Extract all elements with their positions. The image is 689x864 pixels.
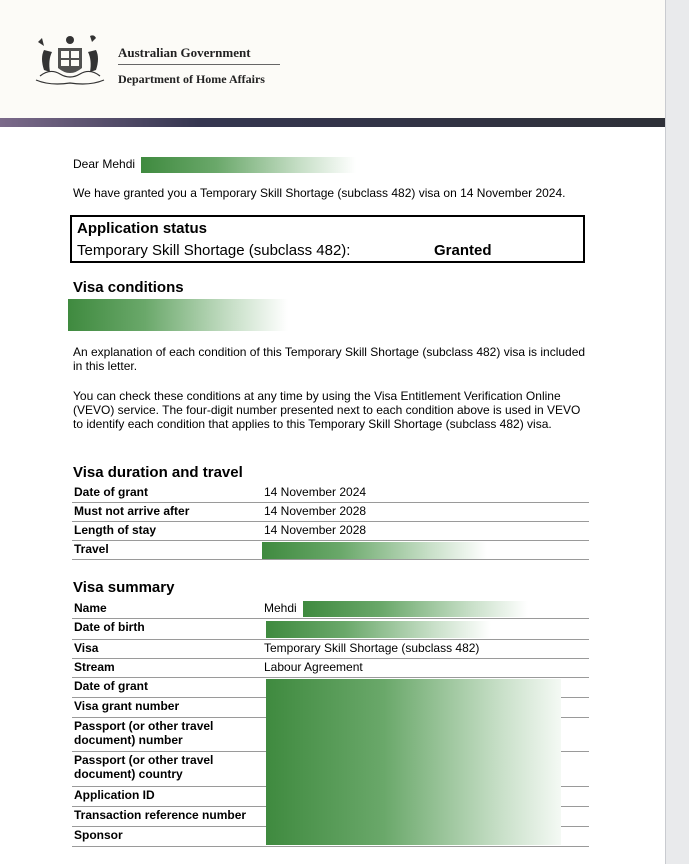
summary-label: Visa grant number: [74, 699, 180, 713]
conditions-explanation: An explanation of each condition of this Temporary Skill Shortage (subclass 482) visa is included in this letter.: [73, 345, 586, 373]
summary-label: Passport (or other travel document) number: [74, 719, 214, 747]
duration-value: 14 November 2028: [264, 504, 367, 518]
summary-label: Date of birth: [74, 620, 145, 634]
redacted-conditions: [68, 299, 288, 331]
redacted-summary-details: [266, 679, 561, 845]
duration-label: Must not arrive after: [74, 504, 190, 518]
duration-label: Date of grant: [74, 485, 149, 499]
duration-row: [72, 484, 589, 503]
vevo-paragraph: You can check these conditions at any time by using the Visa Entitlement Verification Online (VEVO) service. The four-digit number presented next to each condition above is used in VEVO to identify each condition that applies to this Temporary Skill Shortage (subclass 482) visa.: [73, 389, 581, 431]
redacted-travel: [262, 542, 487, 559]
duration-label: Travel: [74, 542, 109, 556]
header-divider: [118, 64, 280, 65]
summary-label: Passport (or other travel document) country: [74, 753, 214, 781]
redacted-name: [303, 601, 528, 617]
summary-label: Stream: [74, 660, 115, 674]
summary-label: Visa: [74, 641, 99, 655]
summary-label: Transaction reference number: [74, 808, 247, 822]
summary-value: Mehdi: [264, 601, 297, 615]
summary-value: Temporary Skill Shortage (subclass 482): [264, 641, 480, 655]
duration-value: 14 November 2024: [264, 485, 367, 499]
duration-row: [72, 522, 589, 541]
summary-label: Date of grant: [74, 679, 149, 693]
letterhead: [0, 0, 665, 118]
header-band: [0, 118, 665, 127]
duration-label: Length of stay: [74, 523, 157, 537]
status-visa-label: Temporary Skill Shortage (subclass 482):: [77, 242, 351, 259]
summary-label: Name: [74, 601, 107, 615]
summary-heading: Visa summary: [73, 579, 175, 596]
summary-label: Sponsor: [74, 828, 123, 842]
viewer-margin: [665, 0, 689, 864]
duration-row: [72, 503, 589, 522]
summary-label: Application ID: [74, 788, 155, 802]
application-status-box: [70, 215, 585, 263]
government-name: Australian Government: [118, 45, 251, 60]
greeting: Dear Mehdi: [73, 157, 136, 171]
status-value: Granted: [434, 242, 492, 259]
redacted-surname: [141, 157, 356, 173]
status-title: Application status: [77, 220, 208, 237]
grant-intro: We have granted you a Temporary Skill Shortage (subclass 482) visa on 14 November 2024.: [73, 186, 566, 200]
coat-of-arms-logo: [30, 28, 110, 90]
department-name: Department of Home Affairs: [118, 72, 265, 86]
summary-row: [72, 640, 589, 659]
duration-value: 14 November 2028: [264, 523, 367, 537]
duration-heading: Visa duration and travel: [73, 464, 243, 481]
redacted-date-of-birth: [266, 621, 491, 638]
summary-row: [72, 659, 589, 678]
conditions-heading: Visa conditions: [73, 279, 184, 296]
summary-value: Labour Agreement: [264, 660, 363, 674]
